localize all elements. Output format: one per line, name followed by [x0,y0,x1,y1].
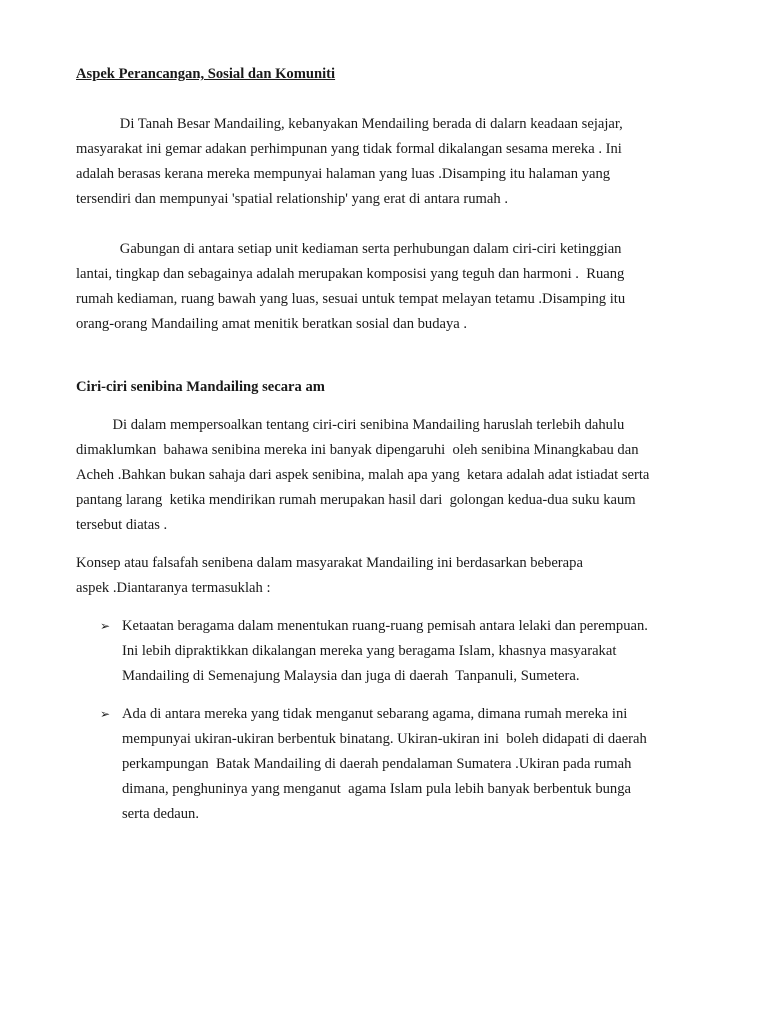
bullet-item-1 [122,614,702,689]
paragraph-2 [76,237,696,337]
paragraph-line: Di dalam mempersoalkan tentang ciri-ciri senibina Mandailing haruslah terlebih dahulu [76,417,625,433]
bullet-line: Mandailing di Semenajung Malaysia dan juga di daerah Tanpanuli, Sumetera. [122,668,580,684]
paragraph-line: aspek .Diantaranya termasuklah : [76,580,271,596]
paragraph-4 [76,551,696,601]
paragraph-line: Gabungan di antara setiap unit kediaman serta perhubungan dalam ciri-ciri ketinggian [76,241,622,257]
paragraph-line: pantang larang ketika mendirikan rumah merupakan hasil dari golongan kedua-dua suku kaum [76,492,636,508]
bullet-arrow-icon: ➢ [100,619,111,633]
paragraph-line: Acheh .Bahkan bukan sahaja dari aspek senibina, malah apa yang ketara adalah adat istiadat serta [76,467,650,483]
bullet-line: mempunyai ukiran-ukiran berbentuk binatang. Ukiran-ukiran ini boleh didapati di daerah [122,731,647,747]
section-heading: Ciri-ciri senibina Mandailing secara am [76,379,325,395]
bullet-arrow-icon: ➢ [100,707,111,721]
paragraph-line: Di Tanah Besar Mandailing, kebanyakan Mendailing berada di dalarn keadaan sejajar, [76,116,623,132]
paragraph-line: tersendiri dan mempunyai 'spatial relationship' yang erat di antara rumah . [76,191,508,207]
paragraph-3 [76,413,696,538]
paragraph-1 [76,112,696,212]
paragraph-line: adalah berasas kerana mereka mempunyai halaman yang luas .Disamping itu halaman yang [76,166,611,182]
paragraph-line: rumah kediaman, ruang bawah yang luas, sesuai untuk tempat melayan tetamu .Disamping itu [76,291,626,307]
paragraph-line: tersebut diatas . [76,517,168,533]
bullet-line: Ketaatan beragama dalam menentukan ruang-ruang pemisah antara lelaki dan perempuan. [122,618,648,634]
paragraph-line: Konsep atau falsafah senibena dalam masyarakat Mandailing ini berdasarkan beberapa [76,555,583,571]
paragraph-line: lantai, tingkap dan sebagainya adalah merupakan komposisi yang teguh dan harmoni . Ruang [76,266,625,282]
bullet-line: dimana, penghuninya yang menganut agama Islam pula lebih banyak berbentuk bunga [122,781,632,797]
paragraph-line: dimaklumkan bahawa senibina mereka ini banyak dipengaruhi oleh senibina Minangkabau dan [76,442,639,458]
bullet-line: perkampungan Batak Mandailing di daerah pendalaman Sumatera .Ukiran pada rumah [122,756,632,772]
bullet-line: Ada di antara mereka yang tidak menganut sebarang agama, dimana rumah mereka ini [122,706,628,722]
paragraph-line: orang-orang Mandailing amat menitik beratkan sosial dan budaya . [76,316,468,332]
document-title: Aspek Perancangan, Sosial dan Komuniti [76,66,336,82]
bullet-item-2 [122,702,702,827]
bullet-line: serta dedaun. [122,806,199,822]
bullet-line: Ini lebih dipraktikkan dikalangan mereka yang beragama Islam, khasnya masyarakat [122,643,617,659]
paragraph-line: masyarakat ini gemar adakan perhimpunan yang tidak formal dikalangan sesama mereka . Ini [76,141,622,157]
